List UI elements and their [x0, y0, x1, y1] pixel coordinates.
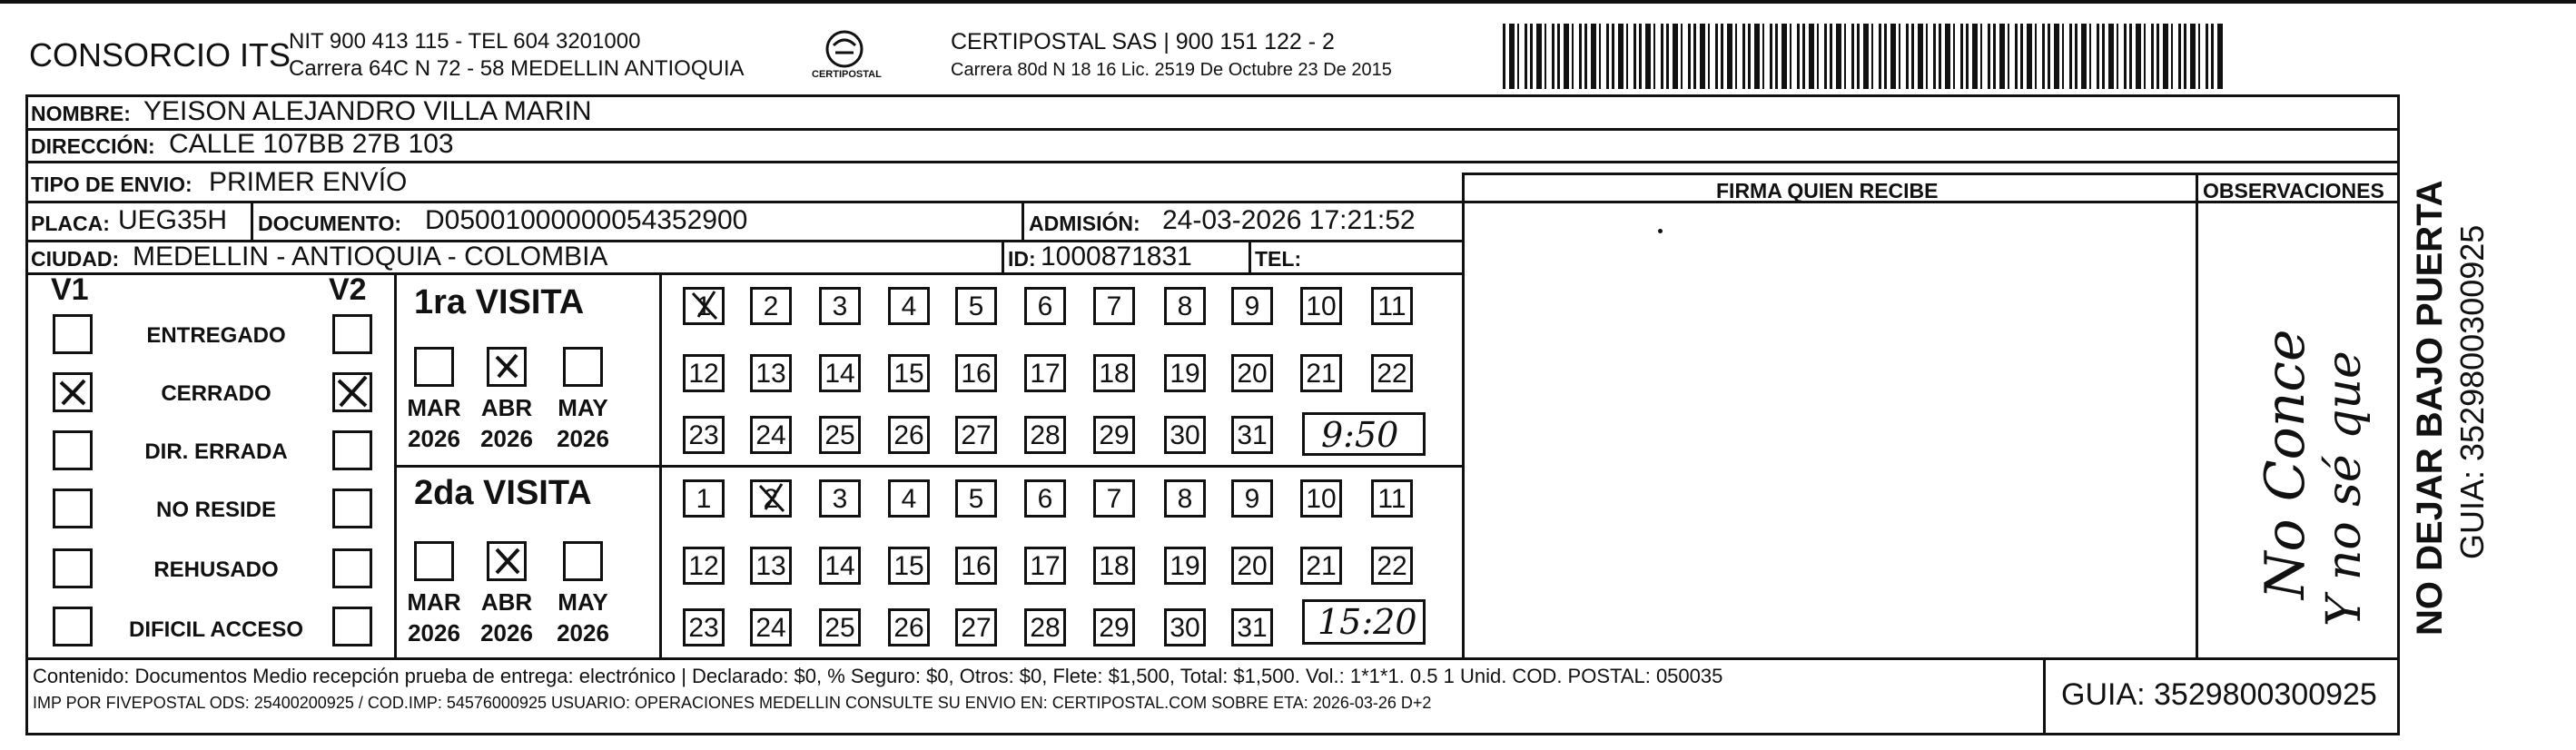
admision-divider [1022, 201, 1024, 240]
second-month-mar: MAR [407, 588, 461, 616]
company-nit: NIT 900 413 115 - TEL 604 3201000 [289, 29, 641, 54]
first-day-3[interactable]: 3 [819, 287, 861, 325]
guia-vertical: GUIA: 3529800300925 [2453, 224, 2491, 559]
first-day-22[interactable]: 22 [1371, 354, 1413, 392]
nombre-label: NOMBRE: [31, 102, 131, 125]
x-mark-icon [55, 375, 90, 410]
observations-left-border [2196, 173, 2198, 659]
top-border [0, 0, 2576, 4]
first-day-24[interactable]: 24 [750, 416, 792, 454]
observation-handwriting-2: Y no sé que [2317, 350, 2372, 627]
direccion-label: DIRECCIÓN: [31, 134, 155, 158]
first-day-5[interactable]: 5 [955, 287, 997, 325]
x-mark-icon [489, 544, 524, 578]
first-year-mar: 2026 [408, 425, 460, 452]
first-day-1[interactable]: 1 [683, 287, 725, 325]
visit-divider [394, 465, 1464, 468]
second-day-11[interactable]: 11 [1371, 479, 1413, 518]
carrier-line: CERTIPOSTAL SAS | 900 151 122 - 2 [951, 29, 1335, 54]
first-day-10[interactable]: 10 [1300, 287, 1342, 325]
second-day-8[interactable]: 8 [1164, 479, 1206, 518]
first-day-30[interactable]: 30 [1164, 416, 1206, 454]
first-day-15[interactable]: 15 [888, 354, 930, 392]
pen-dot [1658, 229, 1663, 233]
signature-area[interactable] [1466, 209, 2194, 657]
v1-checkbox-dificil-acceso[interactable] [53, 607, 93, 646]
v1-checkbox-no-reside[interactable] [53, 488, 93, 528]
second-day-10[interactable]: 10 [1300, 479, 1342, 518]
second-day-14[interactable]: 14 [819, 547, 861, 585]
first-month-abr: ABR [480, 394, 533, 421]
first-day-2[interactable]: 2 [750, 287, 792, 325]
row-line-5 [25, 272, 1464, 275]
second-day-12[interactable]: 12 [683, 547, 725, 585]
second-visit-title: 2da VISITA [414, 474, 592, 512]
second-day-31[interactable]: 31 [1231, 608, 1273, 646]
placa-label: PLACA: [31, 212, 110, 235]
left-border [25, 94, 28, 735]
second-day-6[interactable]: 6 [1024, 479, 1066, 518]
second-day-5[interactable]: 5 [955, 479, 997, 518]
tel-label: TEL: [1255, 247, 1302, 271]
second-day-24[interactable]: 24 [750, 608, 792, 646]
carrier-address: Carrera 80d N 18 16 Lic. 2519 De Octubre 23 De 2015 [951, 60, 1392, 80]
second-month-abr: ABR [480, 588, 533, 616]
first-month-may: MAY [558, 394, 608, 421]
observaciones-label: OBSERVACIONES [2203, 179, 2384, 202]
id-value: 1000871831 [1041, 242, 1192, 271]
x-mark-icon [753, 482, 789, 515]
second-day-18[interactable]: 18 [1093, 547, 1135, 585]
second-day-30[interactable]: 30 [1164, 608, 1206, 646]
id-label: ID: [1008, 247, 1036, 271]
second-day-9[interactable]: 9 [1231, 479, 1273, 518]
observations-area[interactable] [2199, 209, 2393, 657]
status-rehusado: REHUSADO [153, 558, 279, 582]
first-day-31[interactable]: 31 [1231, 416, 1273, 454]
first-day-18[interactable]: 18 [1093, 354, 1135, 392]
second-day-1[interactable]: 1 [683, 479, 725, 518]
tipo-envio-value: PRIMER ENVÍO [209, 167, 408, 197]
first-day-23[interactable]: 23 [683, 416, 725, 454]
second-month-box-mar[interactable] [414, 541, 454, 581]
second-month-may: MAY [558, 588, 608, 616]
admision-label: ADMISIÓN: [1029, 212, 1140, 235]
status-dir-errada: DIR. ERRADA [144, 439, 288, 464]
first-visit-time[interactable] [1302, 412, 1426, 456]
placa-value: UEG35H [118, 205, 228, 235]
first-time-value: 9:50 [1321, 415, 1399, 455]
tel-divider [1249, 240, 1251, 272]
second-day-3[interactable]: 3 [819, 479, 861, 518]
second-year-may: 2026 [557, 619, 609, 646]
v2-checkbox-dir-errada[interactable] [332, 430, 372, 470]
first-month-box-may[interactable] [563, 347, 603, 387]
second-day-20[interactable]: 20 [1231, 547, 1273, 585]
second-year-mar: 2026 [408, 619, 460, 646]
first-day-13[interactable]: 13 [750, 354, 792, 392]
second-day-26[interactable]: 26 [888, 608, 930, 646]
first-year-may: 2026 [557, 425, 609, 452]
warning-vertical: NO DEJAR BAJO PUERTA [2410, 180, 2450, 636]
tipo-envio-label: TIPO DE ENVIO: [31, 173, 192, 196]
status-dificil-acceso: DIFICIL ACCESO [128, 617, 303, 642]
second-year-abr: 2026 [480, 619, 533, 646]
first-visit-title: 1ra VISITA [414, 283, 585, 321]
observation-handwriting-1: No Conce [2254, 329, 2317, 599]
documento-value: D05001000000054352900 [425, 205, 748, 235]
first-day-16[interactable]: 16 [955, 354, 997, 392]
second-month-box-abr[interactable] [487, 541, 527, 581]
placa-divider [251, 201, 253, 240]
status-cerrado: CERRADO [161, 381, 271, 406]
v2-checkbox-dificil-acceso[interactable] [332, 607, 372, 646]
certipostal-logo [808, 27, 881, 91]
second-day-17[interactable]: 17 [1024, 547, 1066, 585]
second-day-4[interactable]: 4 [888, 479, 930, 518]
first-day-11[interactable]: 11 [1371, 287, 1413, 325]
firma-label: FIRMA QUIEN RECIBE [1716, 179, 1939, 202]
barcode [1503, 24, 2225, 89]
second-day-19[interactable]: 19 [1164, 547, 1206, 585]
right-edge-mark [2524, 0, 2576, 3]
first-day-21[interactable]: 21 [1300, 354, 1342, 392]
first-day-17[interactable]: 17 [1024, 354, 1066, 392]
second-day-22[interactable]: 22 [1371, 547, 1413, 585]
first-day-14[interactable]: 14 [819, 354, 861, 392]
second-day-29[interactable]: 29 [1093, 608, 1135, 646]
first-day-12[interactable]: 12 [683, 354, 725, 392]
first-day-27[interactable]: 27 [955, 416, 997, 454]
first-day-19[interactable]: 19 [1164, 354, 1206, 392]
second-day-15[interactable]: 15 [888, 547, 930, 585]
v2-checkbox-no-reside[interactable] [332, 488, 372, 528]
first-day-7[interactable]: 7 [1093, 287, 1135, 325]
second-day-21[interactable]: 21 [1300, 547, 1342, 585]
second-day-16[interactable]: 16 [955, 547, 997, 585]
first-month-box-abr[interactable] [487, 347, 527, 387]
v2-checkbox-entregado[interactable] [332, 314, 372, 354]
v1-checkbox-dir-errada[interactable] [53, 430, 93, 470]
footer-imp: IMP POR FIVEPOSTAL ODS: 25400200925 / COD.IMP: 54576000925 USUARIO: OPERACIONES MEDELLIN CONSULTE SU ENVIO EN: CERTIPOSTAL.COM SOBRE ETA: 2026-03-26 D+2 [33, 694, 1432, 712]
x-mark-icon [686, 290, 722, 322]
second-day-25[interactable]: 25 [819, 608, 861, 646]
second-time-value: 15:20 [1318, 602, 1417, 642]
second-day-13[interactable]: 13 [750, 547, 792, 585]
v1-header: V1 [51, 272, 89, 307]
v1-checkbox-cerrado[interactable] [53, 372, 93, 412]
direccion-value: CALLE 107BB 27B 103 [169, 129, 454, 159]
ciudad-value: MEDELLIN - ANTIOQUIA - COLOMBIA [133, 242, 608, 271]
first-day-29[interactable]: 29 [1093, 416, 1135, 454]
first-day-25[interactable]: 25 [819, 416, 861, 454]
row-line-3 [25, 201, 2399, 203]
status-entregado: ENTREGADO [146, 323, 286, 348]
x-mark-icon [335, 375, 370, 410]
row-line-2 [25, 161, 2399, 163]
first-month-box-mar[interactable] [414, 347, 454, 387]
first-day-28[interactable]: 28 [1024, 416, 1066, 454]
first-day-9[interactable]: 9 [1231, 287, 1273, 325]
right-border [2397, 94, 2400, 735]
company-name: CONSORCIO ITS [29, 36, 291, 74]
first-day-8[interactable]: 8 [1164, 287, 1206, 325]
documento-label: DOCUMENTO: [258, 212, 402, 235]
v1-checkbox-entregado[interactable] [53, 314, 93, 354]
footer-guia-divider [2043, 657, 2046, 735]
signature-left-border [1462, 173, 1465, 659]
id-divider [1002, 240, 1004, 272]
ciudad-label: CIUDAD: [31, 247, 120, 271]
admision-value: 24-03-2026 17:21:52 [1162, 205, 1416, 235]
footer-guia: GUIA: 3529800300925 [2061, 677, 2377, 712]
x-mark-icon [489, 350, 524, 384]
v2-checkbox-cerrado[interactable] [332, 372, 372, 412]
first-day-20[interactable]: 20 [1231, 354, 1273, 392]
first-day-6[interactable]: 6 [1024, 287, 1066, 325]
second-day-28[interactable]: 28 [1024, 608, 1066, 646]
first-year-abr: 2026 [480, 425, 533, 452]
company-address: Carrera 64C N 72 - 58 MEDELLIN ANTIOQUIA [289, 56, 745, 81]
v2-checkbox-rehusado[interactable] [332, 548, 372, 588]
second-month-box-may[interactable] [563, 541, 603, 581]
second-visit-time[interactable] [1302, 599, 1426, 645]
second-day-27[interactable]: 27 [955, 608, 997, 646]
first-day-26[interactable]: 26 [888, 416, 930, 454]
nombre-value: YEISON ALEJANDRO VILLA MARIN [143, 96, 592, 126]
v1-checkbox-rehusado[interactable] [53, 548, 93, 588]
first-day-4[interactable]: 4 [888, 287, 930, 325]
logo-text: CERTIPOSTAL [812, 69, 882, 80]
first-month-mar: MAR [407, 394, 461, 421]
signature-header-line [1462, 173, 2399, 175]
v2-header: V2 [329, 272, 367, 307]
status-no-reside: NO RESIDE [155, 498, 277, 522]
second-day-7[interactable]: 7 [1093, 479, 1135, 518]
footer-contenido: Contenido: Documentos Medio recepción prueba de entrega: electrónico | Declarado: $0, % Seguro: $0, Otros: $0, Flete: $1,500, Total: $1,500. Vol.: 1*1*1. 0.5 1 Unid. COD. POSTAL: 050035 [33, 665, 1723, 687]
second-day-23[interactable]: 23 [683, 608, 725, 646]
second-day-2[interactable]: 2 [750, 479, 792, 518]
